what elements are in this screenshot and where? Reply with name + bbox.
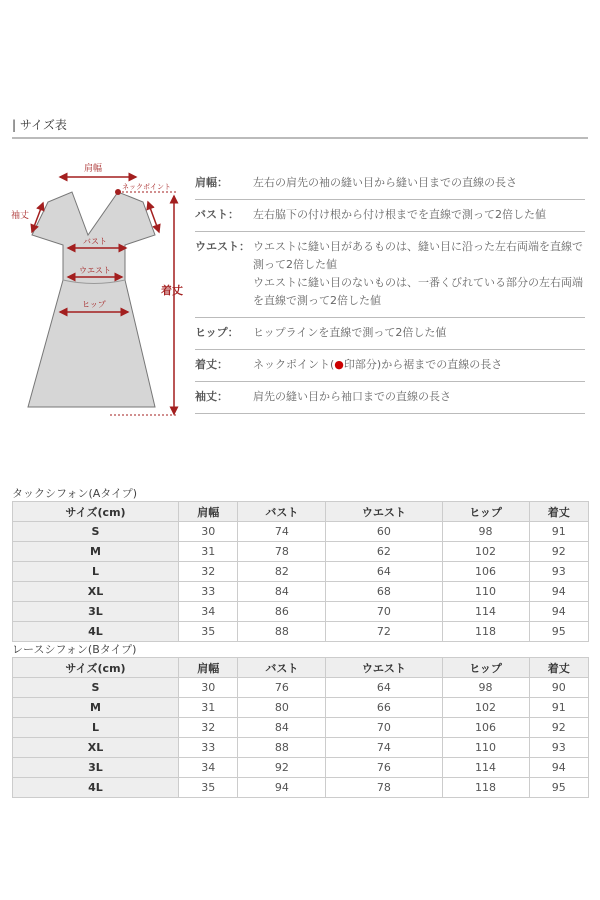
description: ネックポイント( xyxy=(253,358,335,371)
table-row xyxy=(13,602,589,622)
dress-diagram xyxy=(0,150,200,420)
value-cell: 110 xyxy=(442,738,529,758)
definition-waist xyxy=(195,232,585,318)
value-cell: 102 xyxy=(442,542,529,562)
definition-length xyxy=(195,350,585,382)
label-length: 着丈 xyxy=(161,284,183,297)
value-cell: 92 xyxy=(238,758,326,778)
value-cell: 88 xyxy=(238,622,326,642)
size-cell: S xyxy=(13,678,179,698)
value-cell: 93 xyxy=(529,738,588,758)
value-cell: 72 xyxy=(326,622,442,642)
table-row xyxy=(13,778,589,798)
neck-point-dot xyxy=(115,189,121,195)
column-header: 着丈 xyxy=(529,502,588,522)
value-cell: 66 xyxy=(326,698,442,718)
term: 着丈： xyxy=(195,358,228,371)
size-cell: XL xyxy=(13,582,179,602)
value-cell: 95 xyxy=(529,778,588,798)
table-row xyxy=(13,562,589,582)
definition-shoulder xyxy=(195,168,585,200)
value-cell: 94 xyxy=(529,602,588,622)
description-cont: 印部分)から裾までの直線の長さ xyxy=(343,358,503,371)
value-cell: 94 xyxy=(529,582,588,602)
value-cell: 30 xyxy=(179,678,238,698)
value-cell: 32 xyxy=(179,562,238,582)
size-cell: 4L xyxy=(13,622,179,642)
column-header: バスト xyxy=(238,658,326,678)
value-cell: 74 xyxy=(238,522,326,542)
description: ヒップラインを直線で測って2倍した値 xyxy=(253,326,447,339)
value-cell: 98 xyxy=(442,522,529,542)
column-header: ウエスト xyxy=(326,658,442,678)
value-cell: 33 xyxy=(179,738,238,758)
value-cell: 35 xyxy=(179,778,238,798)
value-cell: 34 xyxy=(179,602,238,622)
column-header: ヒップ xyxy=(442,502,529,522)
term: 袖丈： xyxy=(195,390,228,403)
size-cell: M xyxy=(13,542,179,562)
size-cell: L xyxy=(13,718,179,738)
value-cell: 64 xyxy=(326,678,442,698)
table-row xyxy=(13,758,589,778)
value-cell: 110 xyxy=(442,582,529,602)
size-cell: 4L xyxy=(13,778,179,798)
red-dot-icon: ● xyxy=(334,358,344,371)
size-table-a xyxy=(12,501,589,642)
table-a-caption: タックシフォン(Aタイプ) xyxy=(12,487,138,500)
description-2: ウエストに縫い目のないものは、一番くびれている部分の左右両端を直線で測って2倍した値 xyxy=(253,276,583,307)
table-row xyxy=(13,622,589,642)
value-cell: 118 xyxy=(442,778,529,798)
description: 左右脇下の付け根から付け根までを直線で測って2倍した値 xyxy=(253,208,546,221)
table-row xyxy=(13,522,589,542)
value-cell: 84 xyxy=(238,718,326,738)
value-cell: 90 xyxy=(529,678,588,698)
label-sleeve: 袖丈 xyxy=(11,211,30,221)
term: 肩幅： xyxy=(195,176,228,189)
value-cell: 34 xyxy=(179,758,238,778)
column-header: 肩幅 xyxy=(179,658,238,678)
column-header: バスト xyxy=(238,502,326,522)
value-cell: 93 xyxy=(529,562,588,582)
term: ウエスト： xyxy=(195,240,250,253)
title-divider xyxy=(12,137,588,139)
value-cell: 114 xyxy=(442,602,529,622)
value-cell: 70 xyxy=(326,602,442,622)
table-row xyxy=(13,582,589,602)
value-cell: 106 xyxy=(442,562,529,582)
label-neck-point: ネックポイント xyxy=(122,183,171,191)
label-hip: ヒップ xyxy=(82,300,106,309)
value-cell: 98 xyxy=(442,678,529,698)
value-cell: 84 xyxy=(238,582,326,602)
value-cell: 91 xyxy=(529,698,588,718)
column-header: ヒップ xyxy=(442,658,529,678)
value-cell: 64 xyxy=(326,562,442,582)
measurement-definitions xyxy=(195,168,585,414)
table-row xyxy=(13,698,589,718)
value-cell: 70 xyxy=(326,718,442,738)
value-cell: 102 xyxy=(442,698,529,718)
definition-hip xyxy=(195,318,585,350)
size-table-b xyxy=(12,657,589,798)
value-cell: 86 xyxy=(238,602,326,622)
value-cell: 76 xyxy=(238,678,326,698)
value-cell: 92 xyxy=(529,542,588,562)
value-cell: 91 xyxy=(529,522,588,542)
value-cell: 95 xyxy=(529,622,588,642)
column-header: ウエスト xyxy=(326,502,442,522)
value-cell: 76 xyxy=(326,758,442,778)
size-cell: 3L xyxy=(13,602,179,622)
size-cell: S xyxy=(13,522,179,542)
term: ヒップ： xyxy=(195,326,239,339)
value-cell: 106 xyxy=(442,718,529,738)
value-cell: 32 xyxy=(179,718,238,738)
description: 左右の肩先の袖の縫い目から縫い目までの直線の長さ xyxy=(253,176,517,189)
value-cell: 80 xyxy=(238,698,326,718)
table-b-caption: レースシフォン(Bタイプ) xyxy=(12,643,137,656)
value-cell: 82 xyxy=(238,562,326,582)
description: ウエストに縫い目があるものは、縫い目に沿った左右両端を直線で測って2倍した値 xyxy=(253,240,583,271)
value-cell: 30 xyxy=(179,522,238,542)
definition-sleeve xyxy=(195,382,585,414)
value-cell: 74 xyxy=(326,738,442,758)
value-cell: 114 xyxy=(442,758,529,778)
header-row xyxy=(13,502,589,522)
value-cell: 31 xyxy=(179,698,238,718)
column-header: サイズ(cm) xyxy=(13,502,179,522)
value-cell: 88 xyxy=(238,738,326,758)
size-cell: M xyxy=(13,698,179,718)
value-cell: 94 xyxy=(529,758,588,778)
value-cell: 92 xyxy=(529,718,588,738)
page-title: | サイズ表 xyxy=(12,118,67,132)
value-cell: 35 xyxy=(179,622,238,642)
column-header: 肩幅 xyxy=(179,502,238,522)
size-cell: XL xyxy=(13,738,179,758)
definition-bust xyxy=(195,200,585,232)
table-row xyxy=(13,542,589,562)
size-cell: L xyxy=(13,562,179,582)
term: バスト： xyxy=(195,208,239,221)
column-header: サイズ(cm) xyxy=(13,658,179,678)
value-cell: 33 xyxy=(179,582,238,602)
table-row xyxy=(13,738,589,758)
table-row xyxy=(13,718,589,738)
header-row xyxy=(13,658,589,678)
label-shoulder: 肩幅 xyxy=(84,164,103,174)
value-cell: 94 xyxy=(238,778,326,798)
size-cell: 3L xyxy=(13,758,179,778)
value-cell: 118 xyxy=(442,622,529,642)
table-row xyxy=(13,678,589,698)
value-cell: 78 xyxy=(326,778,442,798)
value-cell: 62 xyxy=(326,542,442,562)
value-cell: 31 xyxy=(179,542,238,562)
description: 肩先の縫い目から袖口までの直線の長さ xyxy=(253,390,451,403)
value-cell: 78 xyxy=(238,542,326,562)
label-bust: バスト xyxy=(83,237,107,246)
value-cell: 60 xyxy=(326,522,442,542)
value-cell: 68 xyxy=(326,582,442,602)
column-header: 着丈 xyxy=(529,658,588,678)
label-waist: ウエスト xyxy=(79,266,111,275)
